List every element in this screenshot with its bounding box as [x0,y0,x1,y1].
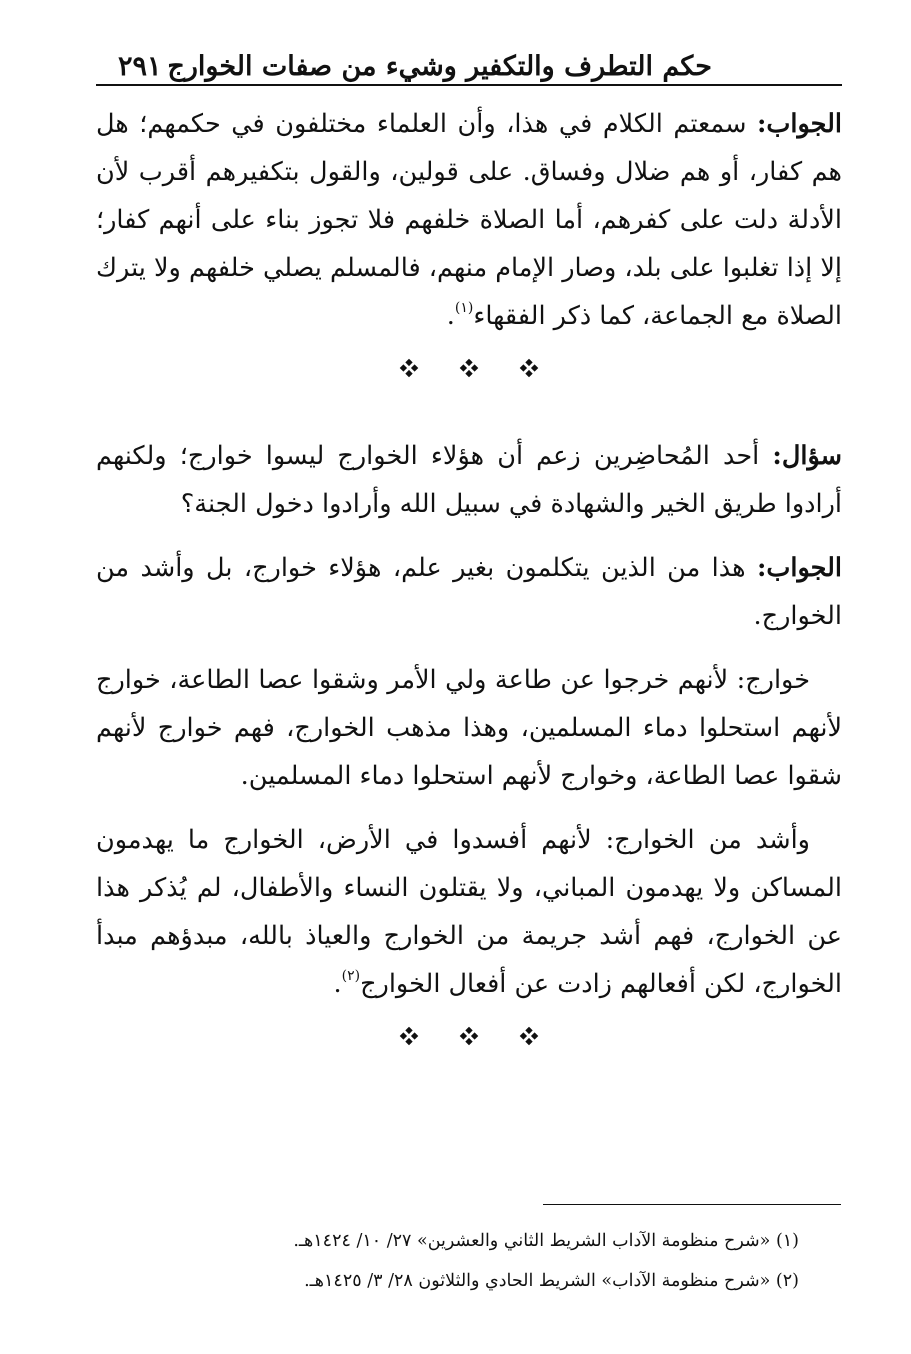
section-separator [96,356,842,406]
footnote-ref-1[interactable]: (١) [454,300,474,316]
paragraph-text: وأشد من الخوارج: لأنهم أفسدوا في الأرض، الخوارج ما يهدمون المساكن ولا يهدمون المباني، ولا يقتلون النساء والأطفال، لم يُذكر هذا عن الخوارج، فهم أشد جريمة من الخوارج والعياذ بالله، مبدؤهم مبدأ الخوارج، لكن أفعالهم زادت عن أفعال الخوارج [96,825,842,999]
question-label: سؤال: [772,441,842,471]
answer-label: الجواب: [757,553,842,583]
sentence-end: . [446,301,455,331]
worse-than-khawarij-paragraph [96,816,842,1008]
question-paragraph [96,432,842,528]
answer-paragraph-2 [96,544,842,640]
answer-text: سمعتم الكلام في هذا، وأن العلماء مختلفون في حكمهم؛ هل هم كفار، أو هم ضلال وفساق. على قولين، والقول بتكفيرهم أقرب لأن الأدلة دلت على كفرهم، أما الصلاة خلفهم فلا تجوز بناء على أنهم كفار؛ إلا إذا تغلبوا على بلد، وصار الإمام منهم، فالمسلم يصلي خلفهم ولا يترك الصلاة مع الجماعة، كما ذكر الفقهاء [96,109,842,331]
answer-label: الجواب: [757,109,842,139]
book-page [96,36,842,1100]
page-header [96,36,842,86]
sentence-end: . [333,969,342,999]
footnote-divider [543,1204,841,1205]
question-text: أحد المُحاضِرين زعم أن هؤلاء الخوارج ليسوا خوارج؛ ولكنهم أرادوا طريق الخير والشهادة في سبيل الله وأرادوا دخول الجنة؟ [96,441,842,519]
page-body [96,100,842,1074]
footnote-1: (١) «شرح منظومة الآداب الشريط الثاني والعشرين» ٢٧/ ١٠/ ١٤٢٤هـ. [293,1231,799,1251]
footnote-ref-2[interactable]: (٢) [341,968,361,984]
khawarij-reason-paragraph: خوارج: لأنهم خرجوا عن طاعة ولي الأمر وشقوا عصا الطاعة، خوارج لأنهم استحلوا دماء المسلمين، وهذا مذهب الخوارج، فهم خوارج لأنهم شقوا عصا الطاعة، وخوارج لأنهم استحلوا دماء المسلمين. [96,665,842,791]
answer-paragraph-1 [96,100,842,340]
running-title: حكم التطرف والتكفير وشيء من صفات الخوارج [167,51,712,82]
footnotes [205,1204,841,1301]
ornament-icon [396,1024,542,1048]
ornament-icon [396,356,542,380]
section-separator [96,1024,842,1074]
footnote-2: (٢) «شرح منظومة الآداب» الشريط الحادي والثلاثون ٢٨/ ٣/ ١٤٢٥هـ. [304,1271,799,1291]
page-number: ٢٩١ [118,51,162,82]
answer-text: هذا من الذين يتكلمون بغير علم، هؤلاء خوارج، بل وأشد من الخوارج. [96,553,842,631]
